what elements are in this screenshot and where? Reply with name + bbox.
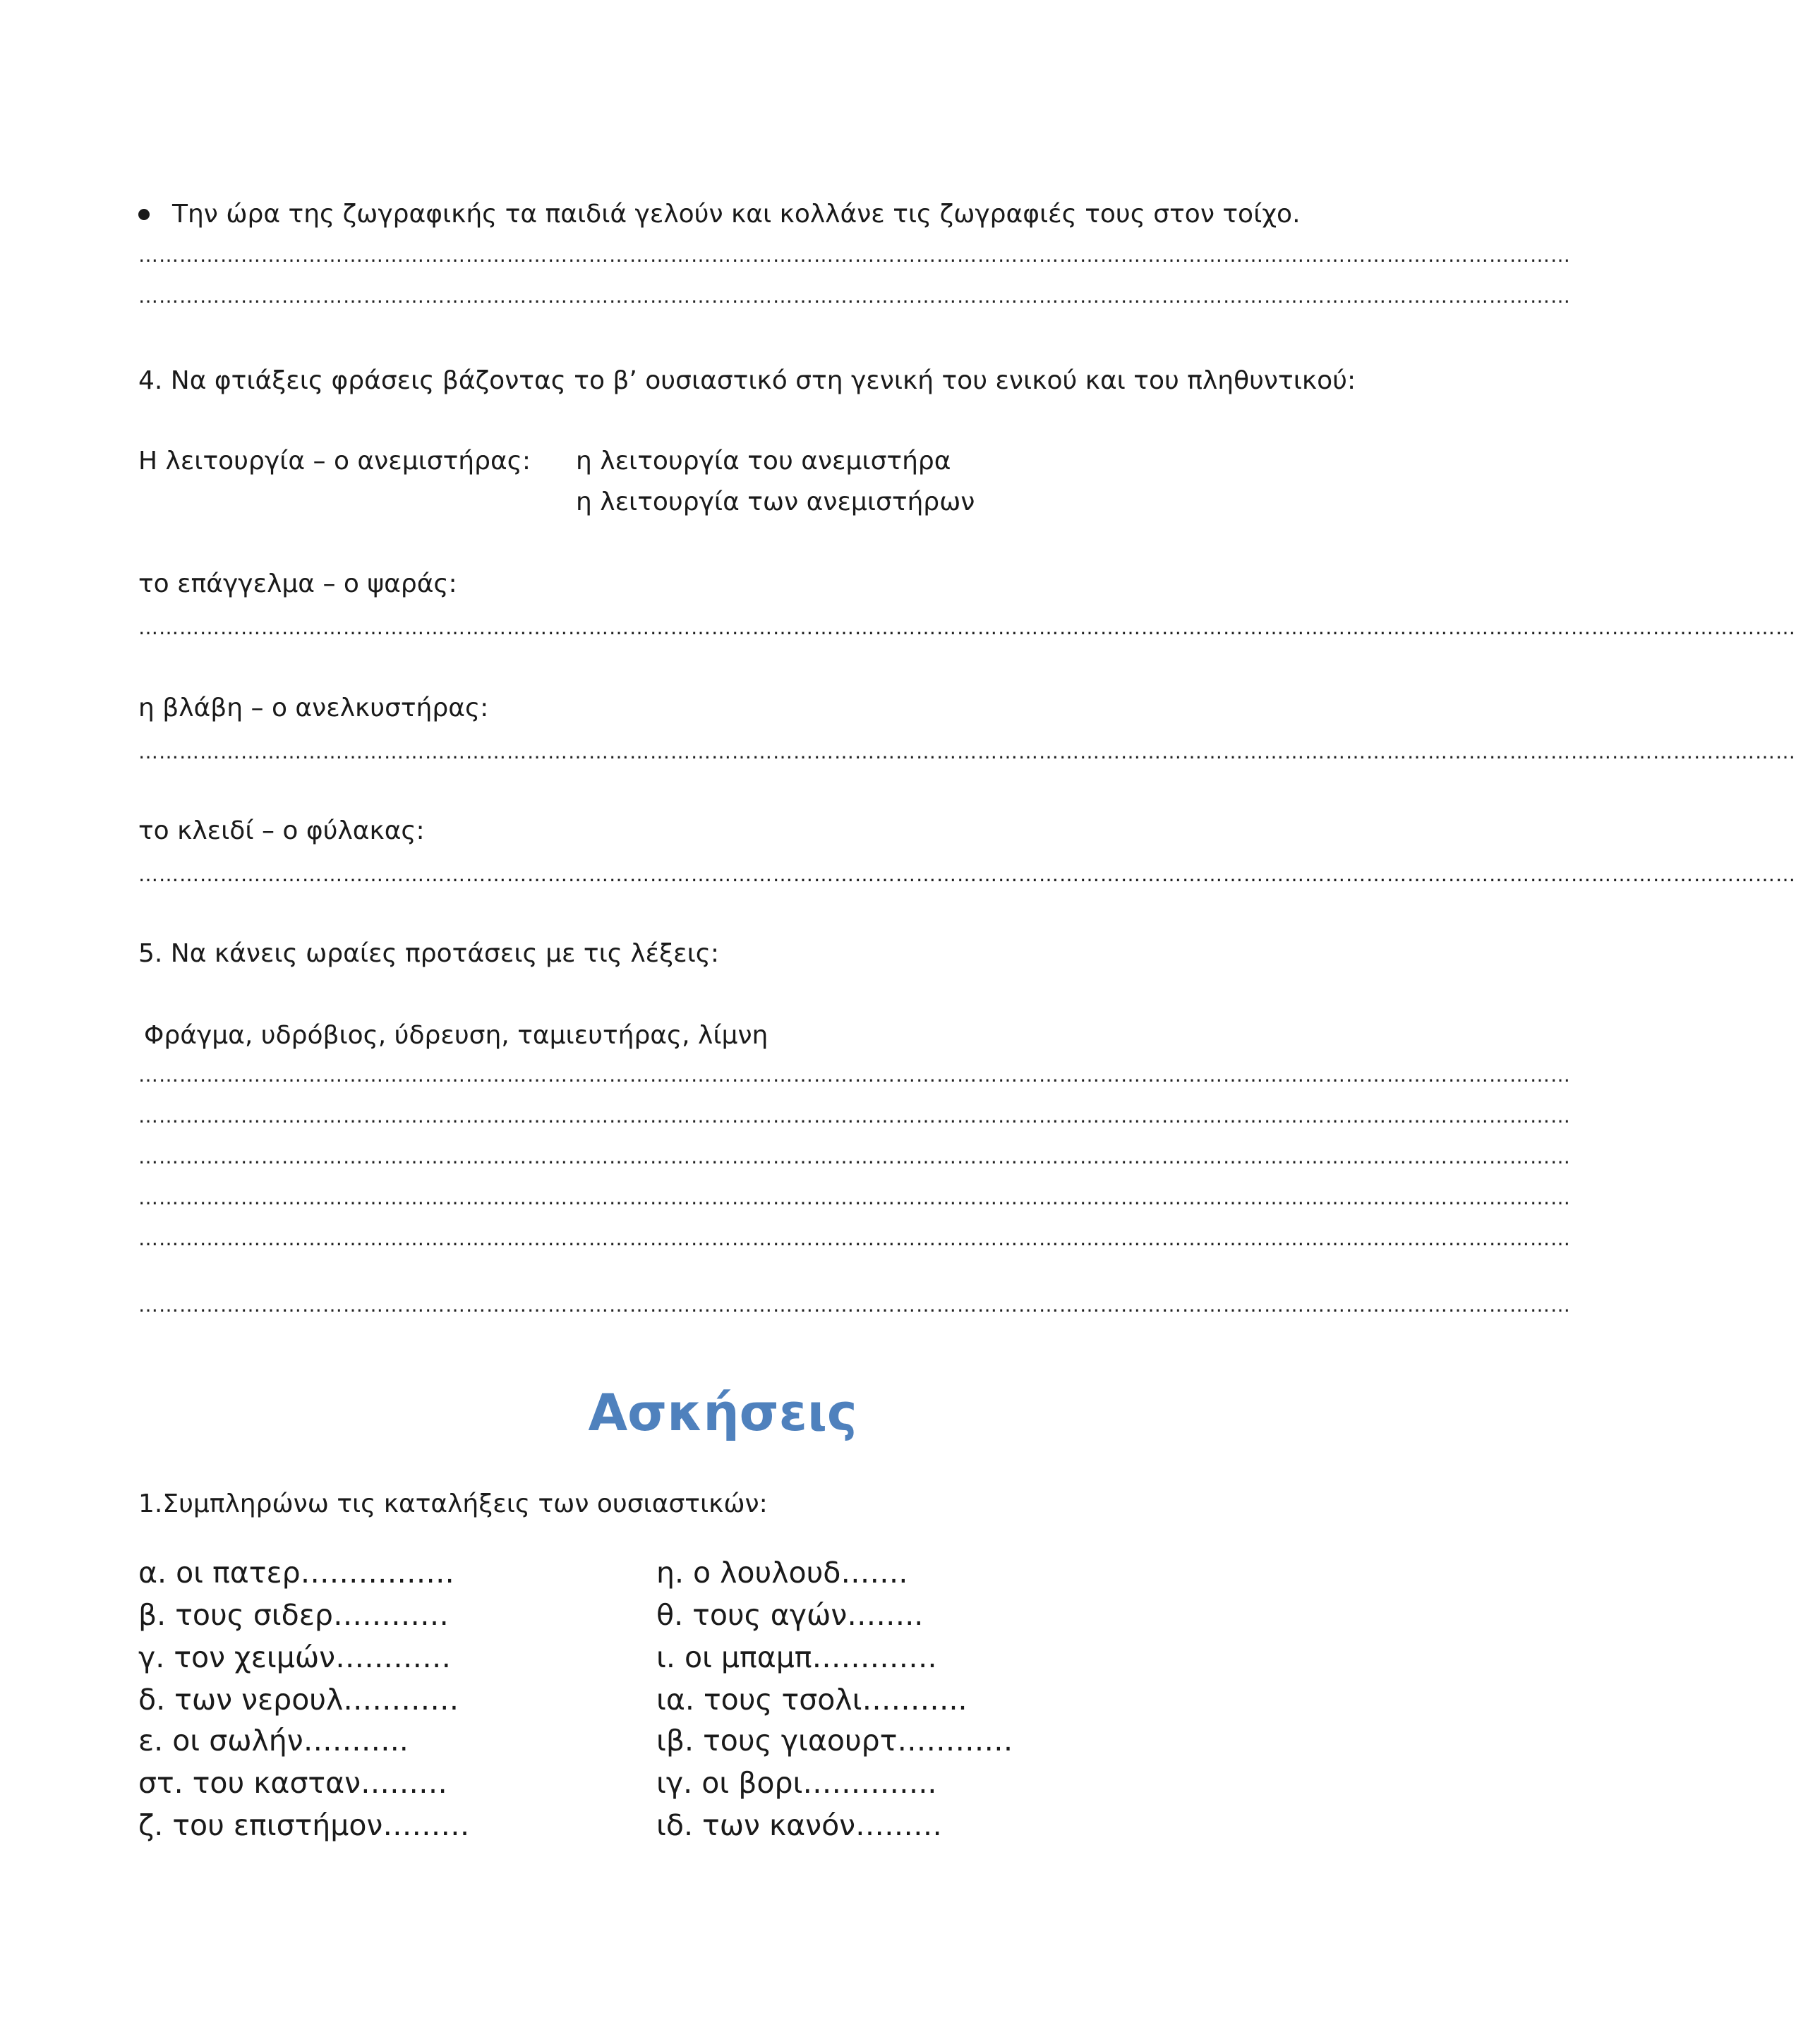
answer-line: …………………………………………………………………………………………………………………………………………………………………………………………	[138, 1186, 1571, 1209]
answer-line: …………………………………………………………………………………………………………………………………………………………………………………………	[138, 1104, 1571, 1127]
answer-line: …………………………………………………………………………………………………………………………………………………………………………………………	[138, 1227, 1571, 1250]
exercise-1-instruction: 1.Συμπληρώνω τις καταλήξεις των ουσιαστικών:	[138, 1489, 768, 1518]
answer-line: ………………………………………………………………………………………………………………………………………………………………………………………………………………………	[138, 863, 1796, 886]
answer-line: …………………………………………………………………………………………………………………………………………………………………………………………	[138, 284, 1571, 308]
exercise-item: ιδ. των κανόν………	[656, 1808, 943, 1842]
exercise-4-instruction: 4. Να φτιάξεις φράσεις βάζοντας το β’ ουσιαστικό στη γενική του ενικού και του πληθυντικού:	[138, 366, 1356, 395]
example-answer-singular: η λειτουργία του ανεμιστήρα	[576, 447, 951, 476]
example-answer-plural: η λειτουργία των ανεμιστήρων	[576, 488, 975, 516]
exercise-item: α. οι πατερ…………….	[138, 1556, 454, 1590]
answer-line: …………………………………………………………………………………………………………………………………………………………………………………………	[138, 1063, 1571, 1087]
exercise-item: ι. οι μπαμπ………….	[656, 1640, 937, 1674]
exercise-4-item-2: η βλάβη – ο ανελκυστήρας:	[138, 694, 489, 722]
exercise-item: η. ο λουλουδ…….	[656, 1556, 908, 1590]
exercise-item: γ. τον χειμών…………	[138, 1640, 452, 1674]
exercise-item: ζ. του επιστήμον………	[138, 1808, 470, 1842]
example-prompt: Η λειτουργία – ο ανεμιστήρας:	[138, 447, 531, 476]
exercise-item: στ. του κασταν………	[138, 1766, 448, 1800]
bullet-sentence: Την ώρα της ζωγραφικής τα παιδιά γελούν και κολλάνε τις ζωγραφιές τους στον τοίχο.	[172, 200, 1301, 229]
bullet-dot	[138, 209, 150, 220]
exercise-item: δ. των νερουλ…………	[138, 1683, 459, 1717]
answer-line: …………………………………………………………………………………………………………………………………………………………………………………………	[138, 1293, 1571, 1317]
exercise-4-item-1: το επάγγελμα – ο ψαράς:	[138, 569, 457, 598]
exercise-item: θ. τους αγών……..	[656, 1598, 924, 1632]
section-heading: Ασκήσεις	[588, 1383, 857, 1442]
answer-line: …………………………………………………………………………………………………………………………………………………………………………………………	[138, 1145, 1571, 1168]
answer-line: …………………………………………………………………………………………………………………………………………………………………………………………	[138, 243, 1571, 267]
exercise-item: β. τους σιδερ…………	[138, 1598, 449, 1632]
answer-line: ………………………………………………………………………………………………………………………………………………………………………………………………………………………	[138, 616, 1796, 639]
exercise-item: ιγ. οι βορι…………..	[656, 1766, 937, 1800]
exercise-item: ε. οι σωλήν………..	[138, 1724, 409, 1758]
exercise-item: ιβ. τους γιαουρτ…………	[656, 1724, 1013, 1758]
exercise-4-item-3: το κλειδί – ο φύλακας:	[138, 816, 425, 845]
answer-line: ………………………………………………………………………………………………………………………………………………………………………………………………………………………	[138, 740, 1796, 763]
exercise-5-words: Φράγμα, υδρόβιος, ύδρευση, ταμιευτήρας, λίμνη	[144, 1021, 769, 1050]
exercise-5-instruction: 5. Να κάνεις ωραίες προτάσεις με τις λέξεις:	[138, 939, 720, 968]
exercise-item: ια. τους τσολι………..	[656, 1683, 968, 1717]
